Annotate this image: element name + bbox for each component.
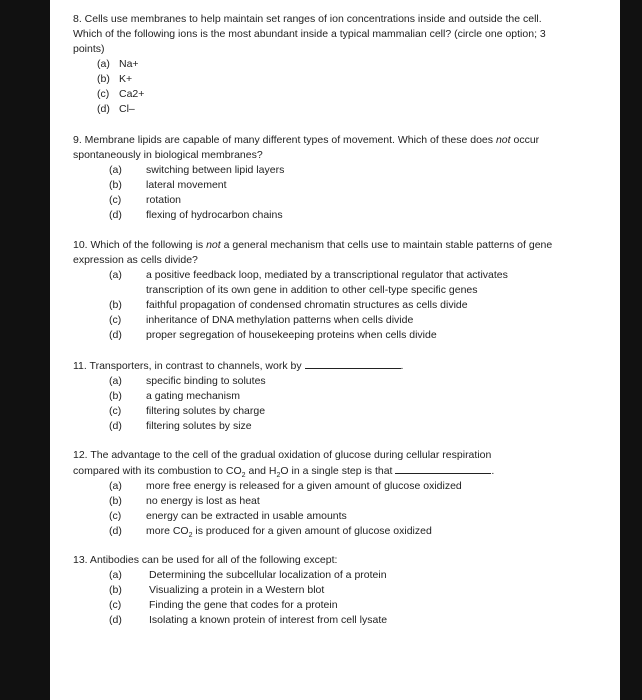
option-label: (d) — [109, 420, 122, 432]
question-11-option-a[interactable] — [73, 374, 553, 389]
question-11-options — [73, 374, 553, 434]
question-8 — [73, 12, 563, 117]
question-12-option-c[interactable] — [73, 509, 558, 524]
stem-text: a general mechanism that cells use to maintain stable patterns of gene expression as cells divide? — [73, 239, 553, 266]
question-8-option-d[interactable] — [73, 102, 563, 117]
question-10-option-b[interactable] — [73, 298, 558, 313]
stem-text: and H — [245, 465, 277, 477]
option-label: (b) — [109, 584, 122, 596]
stem-emphasis: not — [495, 134, 511, 146]
option-text: Finding the gene that codes for a protein — [149, 599, 338, 611]
stem-text: compared with its combustion to CO — [73, 465, 242, 477]
stem-text: . — [400, 360, 404, 372]
option-text: specific binding to solutes — [146, 375, 266, 387]
subscript: 2 — [188, 532, 193, 540]
subscript: 2 — [276, 472, 281, 480]
option-label: (b) — [109, 390, 122, 402]
stem-text: occur spontaneously in biological membranes? — [73, 134, 540, 161]
left-margin-bar — [0, 0, 50, 700]
stem-emphasis: not — [206, 239, 221, 251]
question-11 — [73, 358, 553, 434]
option-text: filtering solutes by charge — [146, 405, 266, 417]
question-9-option-c[interactable] — [73, 193, 553, 208]
option-text: rotation — [146, 194, 182, 206]
subscript: 2 — [241, 472, 246, 480]
question-8-option-a[interactable] — [73, 57, 563, 72]
option-text: Ca2+ — [119, 88, 145, 100]
option-text: Cl– — [119, 103, 135, 115]
option-label: (a) — [109, 480, 122, 492]
stem-text: 11. Transporters, in contrast to channels, work by — [73, 360, 302, 372]
option-text: inheritance of DNA methylation patterns when cells divide — [146, 314, 414, 326]
question-12-stem — [73, 448, 558, 479]
option-label: (b) — [109, 179, 122, 191]
question-9-option-b[interactable] — [73, 178, 553, 193]
option-label: (a) — [109, 375, 122, 387]
stem-text: 10. Which of the following is — [73, 239, 207, 251]
question-9-options — [73, 163, 553, 223]
question-11-option-b[interactable] — [73, 389, 553, 404]
answer-blank[interactable] — [395, 463, 491, 474]
option-text: faithful propagation of condensed chromatin structures as cells divide — [146, 299, 468, 311]
question-13-options — [73, 568, 553, 628]
question-8-option-b[interactable] — [73, 72, 563, 87]
stem-text: 12. The advantage to the cell of the gradual oxidation of glucose during cellular respiration — [73, 449, 492, 461]
option-text: filtering solutes by size — [146, 420, 252, 432]
option-label: (b) — [97, 73, 110, 85]
option-text: switching between lipid layers — [146, 164, 285, 176]
option-text: Na+ — [119, 58, 139, 70]
option-label: (c) — [109, 314, 122, 326]
option-text-part: is produced for a given amount of glucose oxidized — [192, 525, 432, 537]
question-9-stem — [73, 133, 553, 163]
question-13-option-d[interactable] — [73, 613, 553, 628]
option-label: (c) — [97, 88, 110, 100]
option-text: energy can be extracted in usable amounts — [146, 510, 347, 522]
question-10-option-a[interactable] — [73, 268, 558, 298]
option-label: (a) — [109, 569, 122, 581]
option-label: (a) — [109, 164, 122, 176]
question-11-stem — [73, 358, 553, 374]
stem-text: . — [491, 465, 495, 477]
option-text: a gating mechanism — [146, 390, 240, 402]
question-11-option-d[interactable] — [73, 419, 553, 434]
question-10-stem — [73, 238, 558, 268]
option-text: Isolating a known protein of interest from cell lysate — [149, 614, 388, 626]
option-label: (b) — [109, 495, 122, 507]
question-13-option-c[interactable] — [73, 598, 553, 613]
option-label: (d) — [97, 103, 110, 115]
question-11-option-c[interactable] — [73, 404, 553, 419]
option-label: (c) — [109, 405, 122, 417]
option-label: (d) — [109, 329, 122, 341]
option-text — [146, 524, 546, 539]
question-9-option-a[interactable] — [73, 163, 553, 178]
question-13-option-a[interactable] — [73, 568, 553, 583]
option-label: (c) — [109, 599, 122, 611]
question-10-option-c[interactable] — [73, 313, 558, 328]
option-text: Visualizing a protein in a Western blot — [149, 584, 325, 596]
option-text-part: more CO — [146, 525, 189, 537]
question-13 — [73, 553, 553, 628]
option-label: (a) — [97, 58, 110, 70]
option-label: (c) — [109, 194, 122, 206]
option-text: more free energy is released for a given amount of glucose oxidized — [146, 480, 462, 492]
option-label: (d) — [109, 614, 122, 626]
option-text: no energy is lost as heat — [146, 495, 260, 507]
option-text: lateral movement — [146, 179, 227, 191]
stem-text: O in a single step is that — [280, 465, 393, 477]
option-text: Determining the subcellular localization of a protein — [149, 569, 387, 581]
option-label: (a) — [109, 269, 122, 281]
question-10 — [73, 238, 558, 343]
option-label: (d) — [109, 525, 122, 537]
question-13-stem: 13. Antibodies can be used for all of the following except: — [73, 554, 338, 566]
question-8-stem: 8. Cells use membranes to help maintain set ranges of ion concentrations inside and outside the cell. Which of the following ions is the most abundant inside a typical mammalian cell? (circle one option; 3 points) — [73, 13, 546, 55]
question-12-option-d[interactable] — [73, 524, 558, 539]
right-margin-bar — [620, 0, 642, 700]
option-label: (b) — [109, 299, 122, 311]
option-text: a positive feedback loop, mediated by a transcriptional regulator that activates transcription of its own gene in addition to other cell-type specific genes — [146, 269, 508, 296]
question-9 — [73, 133, 553, 223]
question-12-option-b[interactable] — [73, 494, 558, 509]
option-text: proper segregation of housekeeping proteins when cells divide — [146, 329, 437, 341]
question-13-option-b[interactable] — [73, 583, 553, 598]
question-12-options — [73, 479, 558, 539]
question-9-option-d[interactable] — [73, 208, 553, 223]
option-text: flexing of hydrocarbon chains — [146, 209, 283, 221]
question-12 — [73, 448, 558, 539]
answer-blank[interactable] — [305, 358, 401, 369]
question-8-option-c[interactable] — [73, 87, 563, 102]
question-12-option-a[interactable] — [73, 479, 558, 494]
question-8-options — [73, 57, 563, 117]
option-text: K+ — [119, 73, 133, 85]
option-label: (c) — [109, 510, 122, 522]
stem-text: 9. Membrane lipids are capable of many different types of movement. Which of these does — [73, 134, 496, 146]
option-label: (d) — [109, 209, 122, 221]
question-10-options — [73, 268, 558, 343]
question-10-option-d[interactable] — [73, 328, 558, 343]
